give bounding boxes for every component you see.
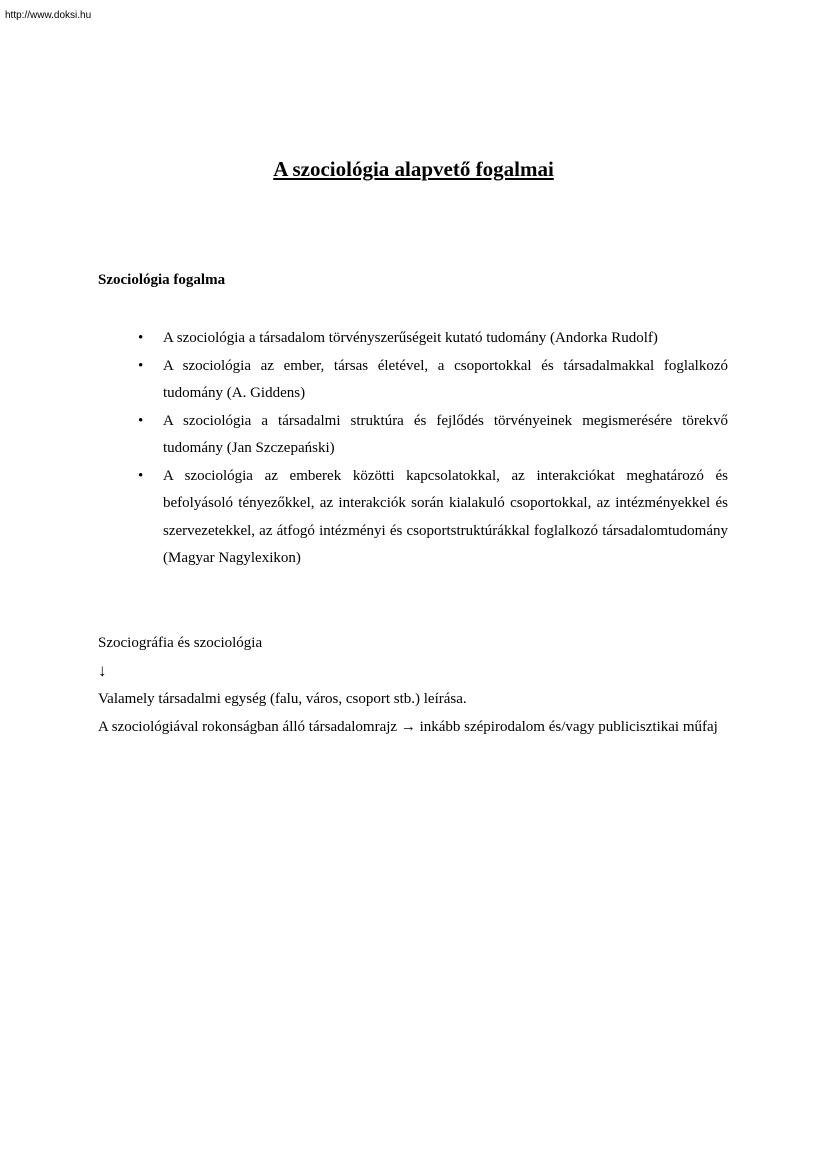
list-item: • A szociológia az emberek közötti kapcsolatokkal, az interakciókat meghatározó és befolyásoló tényezőkkel, az interakciók során kialakuló csoportokkal, az intézményekkel és szervezetekkel, az átfogó intézményi és csoportstruktúrákkal foglalkozó társadalomtudomány (Magyar Nagylexikon) <box>136 463 728 573</box>
section-heading: Szociológia fogalma <box>98 272 226 288</box>
description-paragraph: Valamely társadalmi egység (falu, város, csoport stb.) leírása. <box>98 691 467 707</box>
page-title: A szociológia alapvető fogalmai <box>273 157 554 181</box>
list-item: • A szociológia az ember, társas életével, a csoportokkal és társadalmakkal foglalkozó tudomány (A. Giddens) <box>136 353 728 408</box>
source-url-link[interactable]: http://www.doksi.hu <box>5 10 92 21</box>
relation-paragraph: A szociológiával rokonságban álló társadalomrajz → inkább szépirodalom és/vagy publicisztikai műfaj <box>98 719 718 735</box>
list-item: • A szociológia a társadalmi struktúra és fejlődés törvényeinek megismerésére törekvő tudomány (Jan Szczepański) <box>136 408 728 463</box>
down-arrow-icon: ↓ <box>98 661 107 680</box>
list-item: • A szociológia a társadalom törvényszerűségeit kutató tudomány (Andorka Rudolf) <box>136 325 728 353</box>
sociography-section <box>98 629 728 741</box>
definition-list <box>136 325 728 573</box>
subsection-label: Szociográfia és szociológia <box>98 635 263 651</box>
